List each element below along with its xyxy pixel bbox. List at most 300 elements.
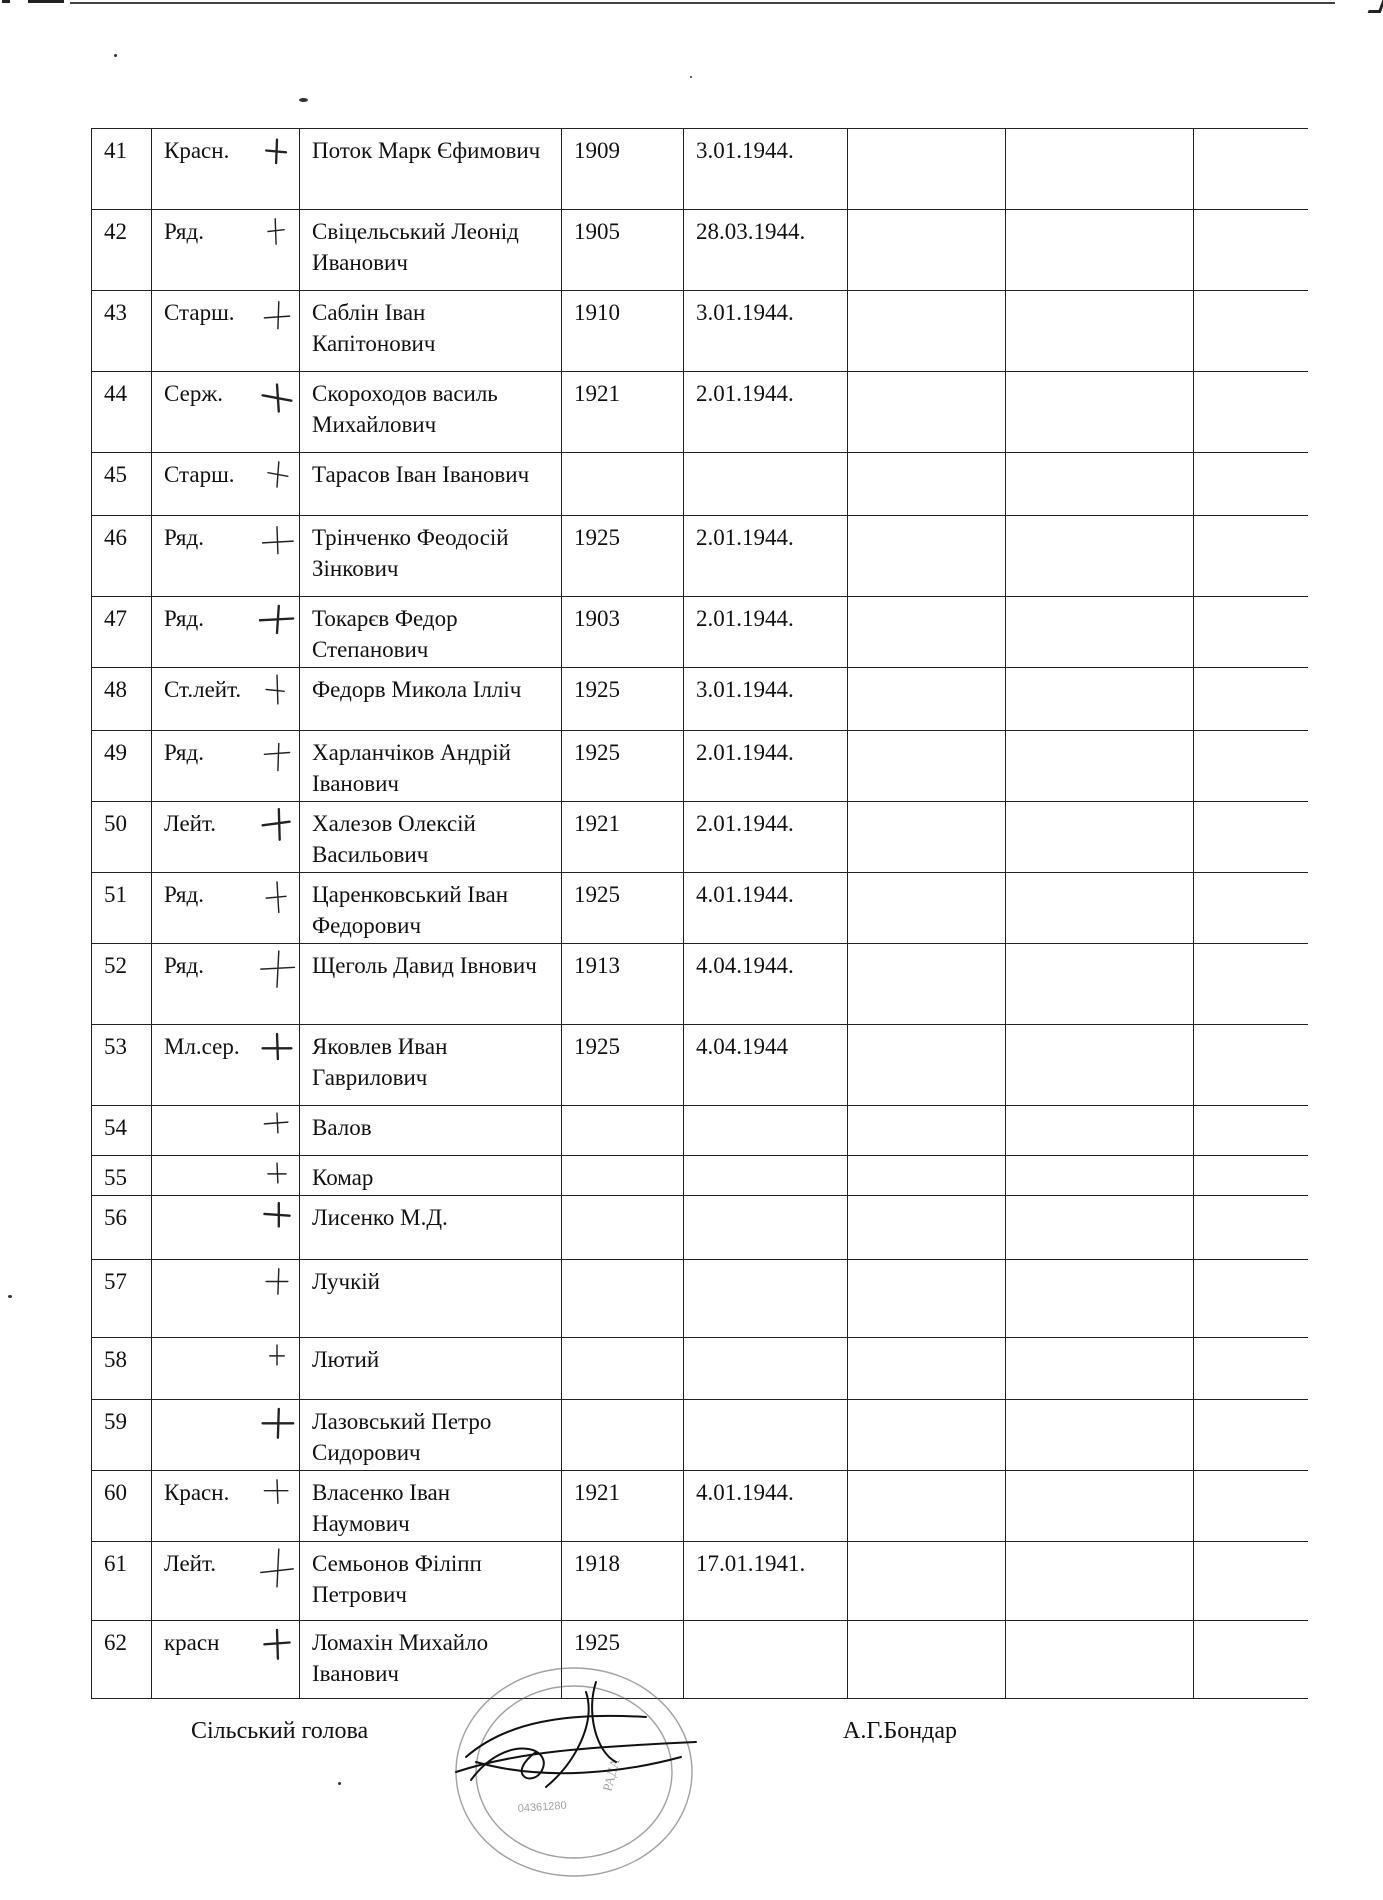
birth-year-text: 1925 bbox=[574, 525, 620, 550]
blank-cell bbox=[1194, 1106, 1308, 1156]
birth-year bbox=[562, 210, 684, 291]
birth-year bbox=[562, 291, 684, 372]
death-date bbox=[684, 668, 848, 731]
row-number bbox=[92, 291, 152, 372]
handwritten-cross-icon bbox=[259, 1625, 295, 1669]
military-rank-text: Ряд. bbox=[164, 882, 204, 907]
row-number-text: 52 bbox=[104, 953, 127, 978]
full-name-text: Халезов Олексій Васильович bbox=[312, 811, 476, 867]
military-rank bbox=[152, 1025, 300, 1106]
birth-year bbox=[562, 129, 684, 210]
birth-year-text: 1903 bbox=[574, 606, 620, 631]
death-date bbox=[684, 802, 848, 873]
military-rank bbox=[152, 1471, 300, 1542]
handwritten-cross-icon bbox=[259, 1110, 295, 1154]
handwritten-cross-icon bbox=[259, 672, 295, 716]
row-number-text: 44 bbox=[104, 381, 127, 406]
blank-cell bbox=[1006, 291, 1194, 372]
full-name bbox=[300, 1025, 562, 1106]
death-date bbox=[684, 1338, 848, 1400]
table-row bbox=[92, 210, 1308, 291]
blank-cell bbox=[1006, 1400, 1194, 1471]
row-number bbox=[92, 731, 152, 802]
full-name bbox=[300, 210, 562, 291]
blank-cell bbox=[1006, 1621, 1194, 1699]
stamp-code: 04361280 bbox=[517, 1799, 568, 1815]
blank-cell bbox=[848, 597, 1006, 668]
full-name bbox=[300, 291, 562, 372]
row-number bbox=[92, 1106, 152, 1156]
blank-cell bbox=[1006, 1260, 1194, 1338]
military-rank bbox=[152, 597, 300, 668]
military-rank-text: Красн. bbox=[164, 138, 230, 163]
birth-year bbox=[562, 516, 684, 597]
blank-cell bbox=[1006, 1338, 1194, 1400]
row-number-text: 46 bbox=[104, 525, 127, 550]
full-name bbox=[300, 453, 562, 516]
military-rank bbox=[152, 210, 300, 291]
birth-year bbox=[562, 668, 684, 731]
table-row bbox=[92, 1025, 1308, 1106]
blank-cell bbox=[1006, 944, 1194, 1025]
full-name bbox=[300, 1471, 562, 1542]
death-date bbox=[684, 873, 848, 944]
blank-cell bbox=[1194, 1338, 1308, 1400]
death-date bbox=[684, 210, 848, 291]
handwritten-cross-icon bbox=[259, 1546, 295, 1590]
table-row bbox=[92, 1196, 1308, 1260]
handwritten-cross-icon bbox=[259, 877, 295, 921]
handwritten-cross-icon bbox=[259, 295, 295, 339]
blank-cell bbox=[1194, 210, 1308, 291]
death-date bbox=[684, 1260, 848, 1338]
full-name-text: Щеголь Давид Івнович bbox=[312, 953, 537, 978]
table-row bbox=[92, 372, 1308, 453]
blank-cell bbox=[1006, 1156, 1194, 1196]
military-rank bbox=[152, 873, 300, 944]
blank-cell bbox=[848, 1471, 1006, 1542]
full-name bbox=[300, 129, 562, 210]
military-rank-text: красн bbox=[164, 1630, 220, 1655]
full-name-text: Скороходов василь Михайлович bbox=[312, 381, 498, 437]
military-rank-text: Ряд. bbox=[164, 606, 204, 631]
row-number-text: 60 bbox=[104, 1480, 127, 1505]
blank-cell bbox=[1194, 1025, 1308, 1106]
death-date-text: 2.01.1944. bbox=[696, 740, 794, 765]
full-name-text: Лазовський Петро Сидорович bbox=[312, 1409, 492, 1465]
row-number bbox=[92, 1025, 152, 1106]
blank-cell bbox=[848, 1260, 1006, 1338]
handwritten-cross-icon bbox=[259, 806, 295, 850]
speck bbox=[338, 1782, 341, 1785]
row-number-text: 45 bbox=[104, 462, 127, 487]
death-date bbox=[684, 1400, 848, 1471]
birth-year bbox=[562, 1338, 684, 1400]
full-name bbox=[300, 1338, 562, 1400]
row-number-text: 51 bbox=[104, 882, 127, 907]
row-number-text: 43 bbox=[104, 300, 127, 325]
blank-cell bbox=[848, 210, 1006, 291]
blank-cell bbox=[848, 1025, 1006, 1106]
row-number-text: 47 bbox=[104, 606, 127, 631]
full-name-text: Токарєв Федор Степанович bbox=[312, 606, 458, 662]
death-date-text: 3.01.1944. bbox=[696, 300, 794, 325]
table-row bbox=[92, 802, 1308, 873]
full-name bbox=[300, 873, 562, 944]
birth-year bbox=[562, 944, 684, 1025]
row-number bbox=[92, 453, 152, 516]
row-number-text: 57 bbox=[104, 1269, 127, 1294]
military-rank bbox=[152, 129, 300, 210]
birth-year bbox=[562, 873, 684, 944]
death-date bbox=[684, 1542, 848, 1621]
speck bbox=[690, 76, 692, 78]
blank-cell bbox=[848, 944, 1006, 1025]
full-name bbox=[300, 668, 562, 731]
table-row bbox=[92, 1260, 1308, 1338]
full-name-text: Валов bbox=[312, 1115, 372, 1140]
birth-year-text: 1925 bbox=[574, 1630, 620, 1655]
death-date bbox=[684, 1196, 848, 1260]
death-date bbox=[684, 731, 848, 802]
table-row bbox=[92, 1471, 1308, 1542]
military-rank-text: Лейт. bbox=[164, 1551, 217, 1576]
blank-cell bbox=[848, 668, 1006, 731]
handwritten-cross-icon bbox=[259, 1029, 295, 1073]
blank-cell bbox=[1194, 1542, 1308, 1621]
death-date-text: 2.01.1944. bbox=[696, 381, 794, 406]
full-name-text: Трінченко Феодосій Зінкович bbox=[312, 525, 509, 581]
military-rank bbox=[152, 372, 300, 453]
blank-cell bbox=[848, 1400, 1006, 1471]
row-number bbox=[92, 1196, 152, 1260]
full-name bbox=[300, 1260, 562, 1338]
row-number-text: 50 bbox=[104, 811, 127, 836]
military-rank bbox=[152, 1260, 300, 1338]
full-name-text: Поток Марк Єфимович bbox=[312, 138, 541, 163]
military-rank-text: Ряд. bbox=[164, 953, 204, 978]
table-row bbox=[92, 516, 1308, 597]
handwritten-cross-icon bbox=[259, 735, 295, 779]
handwritten-cross-icon bbox=[259, 376, 295, 420]
speck bbox=[114, 54, 117, 57]
blank-cell bbox=[1194, 731, 1308, 802]
footer-role: Сільський голова bbox=[191, 1718, 369, 1744]
table-row bbox=[92, 129, 1308, 210]
row-number-text: 49 bbox=[104, 740, 127, 765]
military-rank-text: Ряд. bbox=[164, 740, 204, 765]
birth-year bbox=[562, 453, 684, 516]
blank-cell bbox=[1006, 1542, 1194, 1621]
birth-year bbox=[562, 597, 684, 668]
row-number bbox=[92, 129, 152, 210]
top-rule bbox=[70, 2, 1335, 4]
blank-cell bbox=[1194, 1621, 1308, 1699]
death-date bbox=[684, 453, 848, 516]
row-number bbox=[92, 873, 152, 944]
death-date bbox=[684, 129, 848, 210]
birth-year-text: 1913 bbox=[574, 953, 620, 978]
blank-cell bbox=[1194, 1196, 1308, 1260]
full-name-text: Яковлев Иван Гаврилович bbox=[312, 1034, 448, 1090]
full-name bbox=[300, 1156, 562, 1196]
blank-cell bbox=[1006, 668, 1194, 731]
row-number-text: 61 bbox=[104, 1551, 127, 1576]
handwritten-cross-icon bbox=[259, 601, 295, 645]
blank-cell bbox=[1006, 802, 1194, 873]
blank-cell bbox=[1194, 129, 1308, 210]
blank-cell bbox=[848, 873, 1006, 944]
military-rank-text: Серж. bbox=[164, 381, 223, 406]
full-name bbox=[300, 802, 562, 873]
blank-cell bbox=[848, 1106, 1006, 1156]
military-rank bbox=[152, 1196, 300, 1260]
full-name-text: Тарасов Іван Іванович bbox=[312, 462, 530, 487]
military-rank bbox=[152, 1400, 300, 1471]
handwritten-cross-icon bbox=[259, 1342, 295, 1386]
military-rank-text: Старш. bbox=[164, 462, 235, 487]
table-row bbox=[92, 1542, 1308, 1621]
blank-cell bbox=[1006, 873, 1194, 944]
death-date-text: 4.01.1944. bbox=[696, 1480, 794, 1505]
birth-year bbox=[562, 1260, 684, 1338]
death-date bbox=[684, 372, 848, 453]
full-name bbox=[300, 1106, 562, 1156]
full-name-text: Лисенко М.Д. bbox=[312, 1205, 448, 1230]
stamp-text: РАДА bbox=[599, 1756, 623, 1793]
row-number-text: 59 bbox=[104, 1409, 127, 1434]
speck bbox=[8, 1295, 12, 1298]
birth-year-text: 1910 bbox=[574, 300, 620, 325]
blank-cell bbox=[848, 372, 1006, 453]
full-name bbox=[300, 944, 562, 1025]
handwritten-cross-icon bbox=[259, 1475, 295, 1519]
blank-cell bbox=[1006, 1471, 1194, 1542]
death-date bbox=[684, 944, 848, 1025]
row-number-text: 42 bbox=[104, 219, 127, 244]
table-row bbox=[92, 453, 1308, 516]
table-row bbox=[92, 1156, 1308, 1196]
blank-cell bbox=[1194, 597, 1308, 668]
military-rank bbox=[152, 1338, 300, 1400]
row-number bbox=[92, 1400, 152, 1471]
blank-cell bbox=[1006, 1025, 1194, 1106]
table-row bbox=[92, 668, 1308, 731]
row-number-text: 48 bbox=[104, 677, 127, 702]
blank-cell bbox=[1194, 802, 1308, 873]
row-number bbox=[92, 1260, 152, 1338]
death-date-text: 4.01.1944. bbox=[696, 882, 794, 907]
full-name bbox=[300, 1196, 562, 1260]
birth-year bbox=[562, 802, 684, 873]
blank-cell bbox=[1006, 1106, 1194, 1156]
handwritten-cross-icon bbox=[259, 457, 295, 501]
burial-list-table bbox=[91, 128, 1308, 1699]
military-rank bbox=[152, 1156, 300, 1196]
full-name bbox=[300, 1542, 562, 1621]
blank-cell bbox=[1194, 453, 1308, 516]
row-number-text: 55 bbox=[104, 1165, 127, 1190]
military-rank bbox=[152, 453, 300, 516]
death-date-text: 2.01.1944. bbox=[696, 811, 794, 836]
handwritten-cross-icon bbox=[259, 1404, 295, 1448]
full-name bbox=[300, 731, 562, 802]
military-rank-text: Старш. bbox=[164, 300, 235, 325]
blank-cell bbox=[848, 516, 1006, 597]
death-date bbox=[684, 516, 848, 597]
birth-year-text: 1905 bbox=[574, 219, 620, 244]
military-rank-text: Ряд. bbox=[164, 219, 204, 244]
full-name bbox=[300, 372, 562, 453]
blank-cell bbox=[1194, 1400, 1308, 1471]
row-number bbox=[92, 597, 152, 668]
death-date-text: 17.01.1941. bbox=[696, 1551, 806, 1576]
blank-cell bbox=[848, 802, 1006, 873]
birth-year bbox=[562, 1025, 684, 1106]
row-number bbox=[92, 1542, 152, 1621]
full-name-text: Харланчіков Андрій Іванович bbox=[312, 740, 511, 796]
military-rank bbox=[152, 291, 300, 372]
blank-cell bbox=[1194, 944, 1308, 1025]
blank-cell bbox=[848, 1542, 1006, 1621]
full-name-text: Комар bbox=[312, 1165, 374, 1190]
full-name bbox=[300, 516, 562, 597]
death-date-text: 4.04.1944 bbox=[696, 1034, 788, 1059]
row-number-text: 53 bbox=[104, 1034, 127, 1059]
blank-cell bbox=[1006, 731, 1194, 802]
row-number bbox=[92, 210, 152, 291]
blank-cell bbox=[848, 1196, 1006, 1260]
blank-cell bbox=[1194, 668, 1308, 731]
blank-cell bbox=[1194, 1260, 1308, 1338]
table-row bbox=[92, 873, 1308, 944]
birth-year-text: 1918 bbox=[574, 1551, 620, 1576]
blank-cell bbox=[1194, 1471, 1308, 1542]
military-rank bbox=[152, 1621, 300, 1699]
full-name-text: Саблін Іван Капітонович bbox=[312, 300, 436, 356]
table-row bbox=[92, 731, 1308, 802]
row-number-text: 56 bbox=[104, 1205, 127, 1230]
row-number bbox=[92, 944, 152, 1025]
birth-year bbox=[562, 1156, 684, 1196]
military-rank bbox=[152, 668, 300, 731]
death-date bbox=[684, 1025, 848, 1106]
table-row bbox=[92, 597, 1308, 668]
handwritten-cross-icon bbox=[259, 133, 295, 177]
blank-cell bbox=[1194, 291, 1308, 372]
row-number bbox=[92, 516, 152, 597]
birth-year-text: 1909 bbox=[574, 138, 620, 163]
death-date bbox=[684, 1621, 848, 1699]
birth-year-text: 1921 bbox=[574, 811, 620, 836]
handwritten-cross-icon bbox=[259, 1200, 295, 1244]
blank-cell bbox=[1006, 210, 1194, 291]
full-name-text: Власенко Іван Наумович bbox=[312, 1480, 451, 1536]
table-row bbox=[92, 1400, 1308, 1471]
birth-year bbox=[562, 731, 684, 802]
full-name-text: Лучкій bbox=[312, 1269, 380, 1294]
birth-year-text: 1925 bbox=[574, 882, 620, 907]
blank-cell bbox=[1194, 1156, 1308, 1196]
birth-year bbox=[562, 372, 684, 453]
death-date bbox=[684, 1106, 848, 1156]
blank-cell bbox=[848, 1156, 1006, 1196]
blank-cell bbox=[848, 1621, 1006, 1699]
blank-cell bbox=[1006, 372, 1194, 453]
blank-cell bbox=[1194, 873, 1308, 944]
blank-cell bbox=[848, 453, 1006, 516]
row-number bbox=[92, 1471, 152, 1542]
table-row bbox=[92, 1106, 1308, 1156]
top-corner-mark bbox=[1368, 0, 1383, 13]
row-number-text: 54 bbox=[104, 1115, 127, 1140]
military-rank bbox=[152, 1106, 300, 1156]
handwritten-cross-icon bbox=[259, 214, 295, 258]
birth-year-text: 1925 bbox=[574, 1034, 620, 1059]
birth-year bbox=[562, 1471, 684, 1542]
full-name-text: Лютий bbox=[312, 1347, 380, 1372]
blank-cell bbox=[848, 1338, 1006, 1400]
birth-year-text: 1921 bbox=[574, 1480, 620, 1505]
handwritten-cross-icon bbox=[259, 520, 295, 564]
table-row bbox=[92, 291, 1308, 372]
row-number bbox=[92, 668, 152, 731]
row-number bbox=[92, 1621, 152, 1699]
full-name-text: Федорв Микола Ілліч bbox=[312, 677, 522, 702]
full-name-text: Ломахін Михайло Іванович bbox=[312, 1630, 489, 1686]
death-date-text: 2.01.1944. bbox=[696, 606, 794, 631]
military-rank bbox=[152, 516, 300, 597]
row-number bbox=[92, 1156, 152, 1196]
death-date bbox=[684, 1471, 848, 1542]
table-row bbox=[92, 944, 1308, 1025]
death-date-text: 2.01.1944. bbox=[696, 525, 794, 550]
row-number-text: 41 bbox=[104, 138, 127, 163]
table-row bbox=[92, 1338, 1308, 1400]
blank-cell bbox=[848, 731, 1006, 802]
row-number-text: 62 bbox=[104, 1630, 127, 1655]
death-date bbox=[684, 291, 848, 372]
speck bbox=[299, 98, 308, 102]
birth-year-text: 1925 bbox=[574, 740, 620, 765]
full-name-text: Царенковський Іван Федорович bbox=[312, 882, 509, 938]
birth-year bbox=[562, 1106, 684, 1156]
birth-year bbox=[562, 1542, 684, 1621]
handwritten-cross-icon bbox=[259, 948, 295, 992]
full-name bbox=[300, 597, 562, 668]
birth-year bbox=[562, 1196, 684, 1260]
blank-cell bbox=[1006, 597, 1194, 668]
death-date-text: 3.01.1944. bbox=[696, 677, 794, 702]
death-date-text: 4.04.1944. bbox=[696, 953, 794, 978]
blank-cell bbox=[1194, 372, 1308, 453]
top-edge-mark bbox=[0, 0, 64, 6]
row-number bbox=[92, 372, 152, 453]
military-rank-text: Лейт. bbox=[164, 811, 217, 836]
death-date-text: 3.01.1944. bbox=[696, 138, 794, 163]
military-rank-text: Красн. bbox=[164, 1480, 230, 1505]
blank-cell bbox=[848, 291, 1006, 372]
birth-year-text: 1925 bbox=[574, 677, 620, 702]
military-rank bbox=[152, 1542, 300, 1621]
military-rank bbox=[152, 944, 300, 1025]
blank-cell bbox=[1194, 516, 1308, 597]
blank-cell bbox=[1006, 129, 1194, 210]
blank-cell bbox=[848, 129, 1006, 210]
row-number bbox=[92, 802, 152, 873]
row-number-text: 58 bbox=[104, 1347, 127, 1372]
death-date bbox=[684, 1156, 848, 1196]
